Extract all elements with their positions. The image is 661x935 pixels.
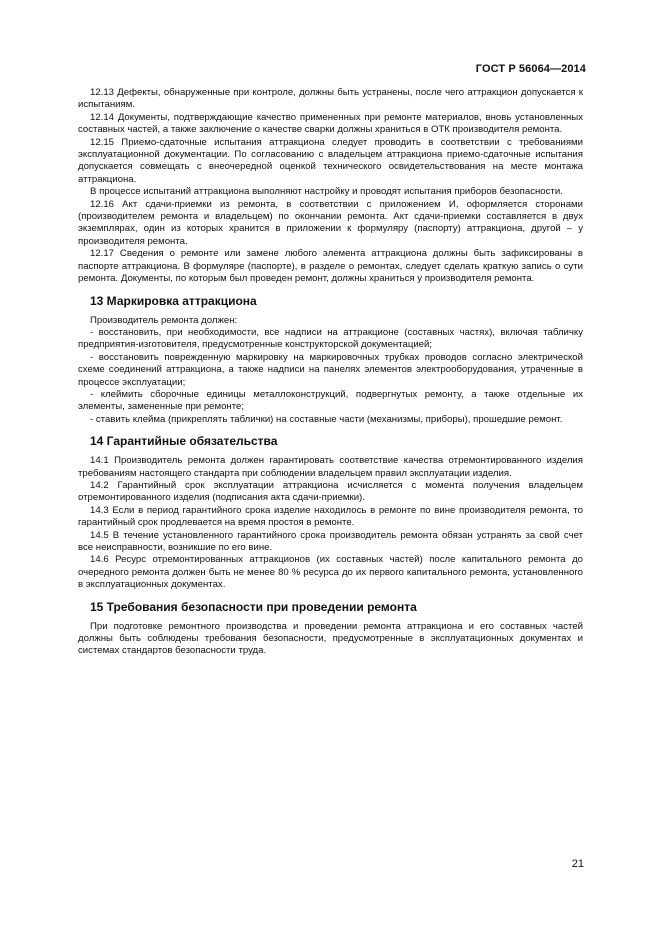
paragraph-12-16: 12.16 Акт сдачи-приемки из ремонта, в соответствии с приложением И, оформляется сторонами (производителем ремонта и владельцем) по окончании ремонта. Акт сдачи-приемки составляется в двух экземплярах, один из которых хранится в приложении к формуляру (паспорту) аттракциона, другой – у производителя ремонта. [78,198,583,247]
paragraph-15-1: При подготовке ремонтного производства и проведении ремонта аттракциона и его составных частей должны быть соблюдены требования безопасности, предусмотренные в эксплуатационных документах и системах стандартов безопасности труда. [78,620,583,657]
section-13 [78,294,583,427]
list-item-13-1: - восстановить, при необходимости, все надписи на аттракционе (составных частях), включая табличку предприятия-изготовителя, предусмотренные конструкторской документацией; [78,326,583,351]
section-15-heading: 15 Требования безопасности при проведении ремонта [90,599,417,614]
section-14-heading: 14 Гарантийные обязательства [90,434,278,449]
list-item-13-4: - ставить клейма (прикреплять таблички) на составные части (механизмы, приборы), прошедшие ремонт. [90,413,563,425]
paragraph-14-6: 14.6 Ресурс отремонтированных аттракционов (их составных частей) после капитального ремонта до очередного ремонта должен быть не менее 80 % ресурса до их первого капитального ремонта, установленного в эксплуатационных документах. [78,554,583,591]
paragraph-14-2: 14.2 Гарантийный срок эксплуатации аттракциона исчисляется с момента получения владельцем отремонтированного изделия (подписания акта сдачи-приемки). [78,479,583,504]
page-number: 21 [571,858,584,870]
paragraph-12-14: 12.14 Документы, подтверждающие качество примененных при ремонте материалов, вновь установленных составных частей, а также заключение о качестве сварки должны храниться в ОТК производителя ремонта. [78,111,583,136]
paragraph-14-3: 14.3 Если в период гарантийного срока изделие находилось в ремонте по вине производителя ремонта, то гарантийный срок продлевается на время простоя в ремонте. [78,504,583,529]
paragraph-13-intro: Производитель ремонта должен: [90,314,238,326]
section-14 [78,434,583,591]
paragraph-12-17: 12.17 Сведения о ремонте или замене любого элемента аттракциона должны быть зафиксированы в паспорте аттракциона. В формуляре (паспорте), в разделе о ремонтах, следует сделать краткую запись о сути ремонта. Документы, по которым был проведен ремонт, должны храниться у производителя ремонта. [78,248,583,285]
list-item-13-3: - клеймить сборочные единицы металлоконструкций, подвергнутых ремонту, а также отдельные их элементы, замененные при ремонте; [78,388,583,413]
paragraph-14-5: 14.5 В течение установленного гарантийного срока производитель ремонта обязан устранять за свой счет все неисправности, возникшие по его вине. [78,529,583,553]
paragraph-14-1: 14.1 Производитель ремонта должен гарантировать соответствие качества отремонтированного изделия требованиям настоящего стандарта при соблюдении владельцем правил эксплуатации изделия. [78,455,583,479]
page-body [78,87,583,658]
list-item-13-2: - восстановить поврежденную маркировку на маркировочных трубках проводов согласно электрической схеме соединений аттракциона, а также надписи на панелях элементов электрооборудования, утраченные в процессе эксплуатации; [78,351,583,388]
section-13-heading: 13 Маркировка аттракциона [90,293,257,308]
section-12-continued [78,87,583,286]
section-15 [78,600,583,658]
paragraph-12-15-note: В процессе испытаний аттракциона выполняют настройку и проводят испытания приборов безопасности. [90,186,563,198]
paragraph-12-13: 12.13 Дефекты, обнаруженные при контроле, должны быть устранены, после чего аттракцион допускается к испытаниям. [78,87,583,111]
document-code-header: ГОСТ Р 56064—2014 [475,63,586,75]
paragraph-12-15: 12.15 Приемо-сдаточные испытания аттракциона следует проводить в соответствии с требованиями эксплуатационной документации. По согласованию с владельцем аттракциона приемо-сдаточные испытания допускается совмещать с внеочередной оценкой технического освидетельствования на месте монтажа аттракциона. [78,136,583,185]
